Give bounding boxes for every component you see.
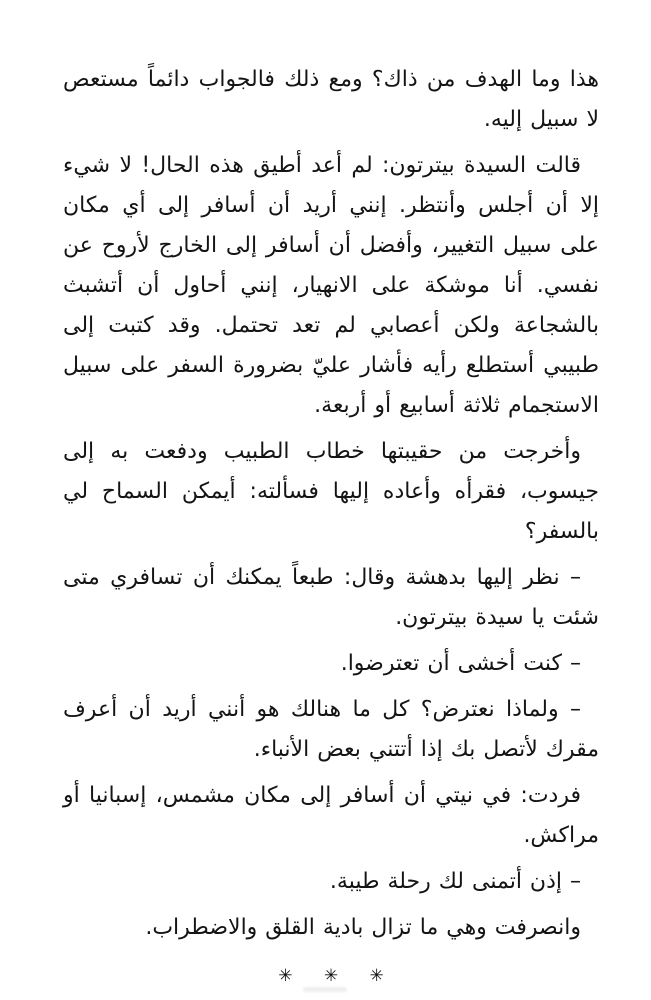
asterisk-ornament-icon: ✳: [278, 966, 293, 986]
paragraph: وانصرفت وهي ما تزال بادية القلق والاضطراب.: [145, 915, 581, 940]
paragraph: وأخرجت من حقيبتها خطاب الطبيب ودفعت به إلى جيسوب، فقرأه وأعاده إليها فسألته: أيمكن السماح لي بالسفر؟: [63, 439, 599, 544]
paragraph-dialogue: – نظر إليها بدهشة وقال: طبعاً يمكنك أن تسافري متى شئت يا سيدة بيترتون.: [63, 565, 599, 630]
paragraph: فردت: في نيتي أن أسافر إلى مكان مشمس، إسبانيا أو مراكش.: [63, 783, 599, 848]
scan-smudge-artifact: [303, 987, 347, 992]
paragraph: قالت السيدة بيترتون: لم أعد أطيق هذه الحال! لا شيء إلا أن أجلس وأنتظر. إنني أريد أن أسافر إلى أي مكان على سبيل التغيير، وأفضل أن أسافر إلى الخارج لأروح عن نفسي. أنا موشكة على الانهيار، إنني أحاول أن أتشبث بالشجاعة ولكن أعصابي لم تعد تحتمل. وقد كتبت إلى طبيبي أستطلع رأيه فأشار عليّ بضرورة السفر على سبيل الاستجمام ثلاثة أسابيع أو أربعة.: [63, 153, 599, 418]
paragraph-dialogue: – إذن أتمنى لك رحلة طيبة.: [329, 869, 581, 894]
asterisk-ornament-icon: ✳: [369, 966, 384, 986]
asterisk-ornament-icon: ✳: [323, 966, 339, 986]
paragraph-dialogue: – ولماذا نعترض؟ كل ما هنالك هو أنني أريد أن أعرف مقرك لأتصل بك إذا أتتني بعض الأنباء.: [63, 697, 599, 762]
section-separator: [63, 964, 599, 988]
paragraph: هذا وما الهدف من ذاك؟ ومع ذلك فالجواب دائماً مستعص لا سبيل إليه.: [63, 67, 599, 132]
paragraph-dialogue: – كنت أخشى أن تعترضوا.: [340, 651, 581, 676]
